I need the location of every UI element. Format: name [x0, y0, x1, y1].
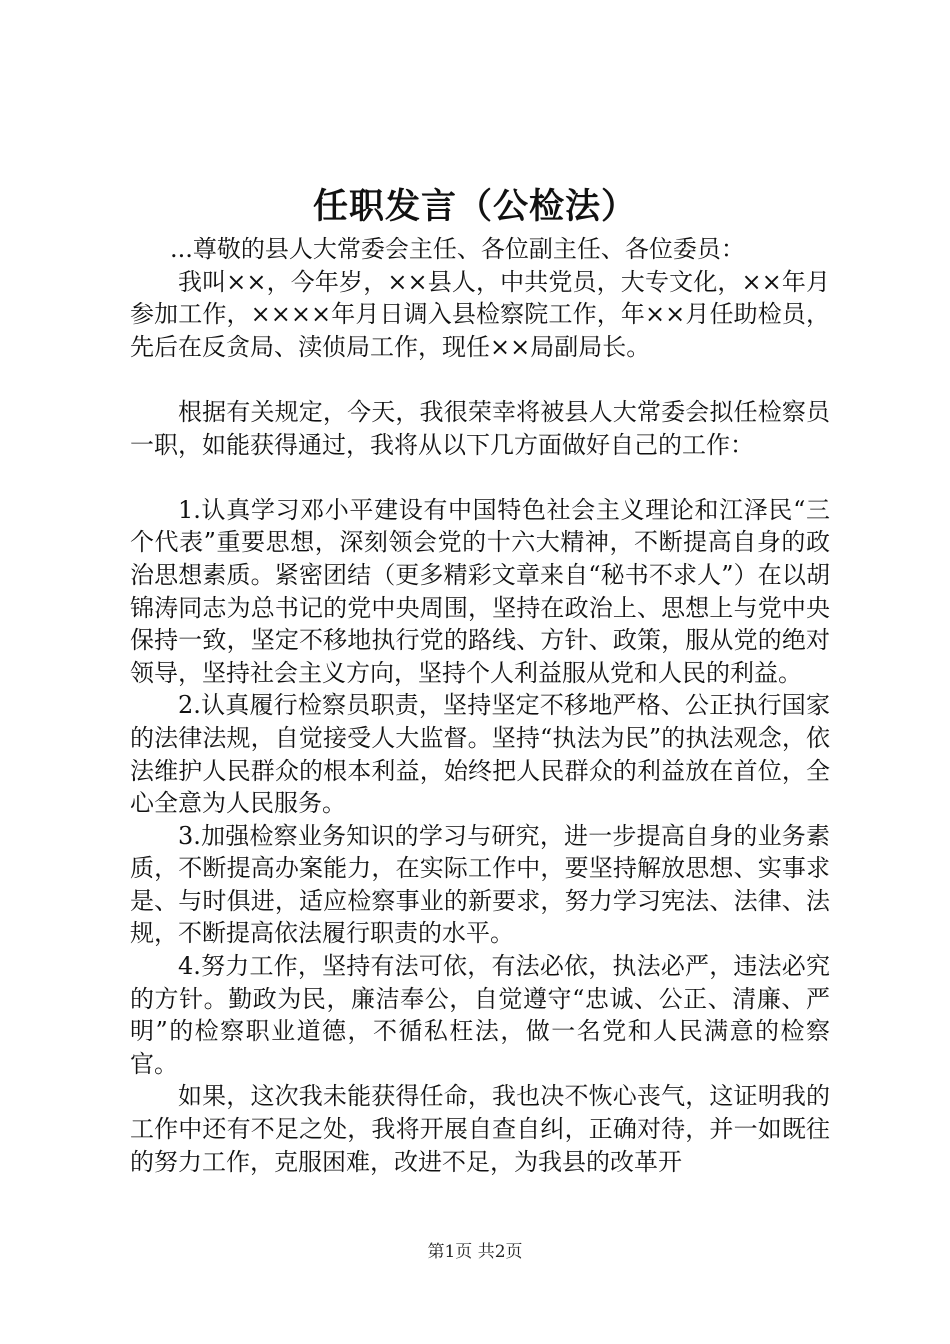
- paragraph-item-4: 4.努力工作，坚持有法可依，有法必依，执法必严，违法必究的方针。勤政为民，廉洁奉公，自觉遵守“忠诚、公正、清廉、严明”的检察职业道德，不循私枉法，做一名党和人民满意的检察官。: [130, 952, 830, 1078]
- paragraph-item-2: 2.认真履行检察员职责，坚持坚定不移地严格、公正执行国家的法律法规，自觉接受人大监督。坚持“执法为民”的执法观念，依法维护人民群众的根本利益，始终把人民群众的利益放在首位，全心全意为人民服务。: [130, 691, 830, 818]
- document-title: 任职发言（公检法）: [312, 186, 637, 227]
- paragraph-spacer: [130, 363, 830, 396]
- page-number: 第1页 共2页: [427, 1242, 523, 1262]
- document-body: [130, 233, 830, 1178]
- paragraph-spacer: [130, 461, 830, 494]
- paragraph-closing: 如果，这次我未能获得任命，我也决不恢心丧气，这证明我的工作中还有不足之处，我将开展自查自纠，正确对待，并一如既往的努力工作，克服困难，改进不足，为我县的改革开: [130, 1082, 830, 1176]
- paragraph-item-1: 1.认真学习邓小平建设有中国特色社会主义理论和江泽民“三个代表”重要思想，深刻领会党的十六大精神，不断提高自身的政治思想素质。紧密团结（更多精彩文章来自“秘书不求人”）在以胡锦涛同志为总书记的党中央周围，坚持在政治上、思想上与党中央保持一致，坚定不移地执行党的路线、方针、政策，服从党的绝对领导，坚持社会主义方向，坚持个人利益服从党和人民的利益。: [130, 495, 830, 687]
- salutation: ...尊敬的县人大常委会主任、各位副主任、各位委员：: [170, 235, 745, 263]
- paragraph-plan: 根据有关规定，今天，我很荣幸将被县人大常委会拟任检察员一职，如能获得通过，我将从以下几方面做好自己的工作：: [130, 397, 830, 459]
- paragraph-intro: 我叫××，今年岁，××县人，中共党员，大专文化，××年月参加工作，××××年月日调入县检察院工作，年××月任助检员，先后在反贪局、渎侦局工作，现任××局副局长。: [130, 267, 830, 361]
- paragraph-item-3: 3.加强检察业务知识的学习与研究，进一步提高自身的业务素质，不断提高办案能力，在实际工作中，要坚持解放思想、实事求是、与时俱进，适应检察事业的新要求，努力学习宪法、法律、法规，不断提高依法履行职责的水平。: [130, 821, 830, 948]
